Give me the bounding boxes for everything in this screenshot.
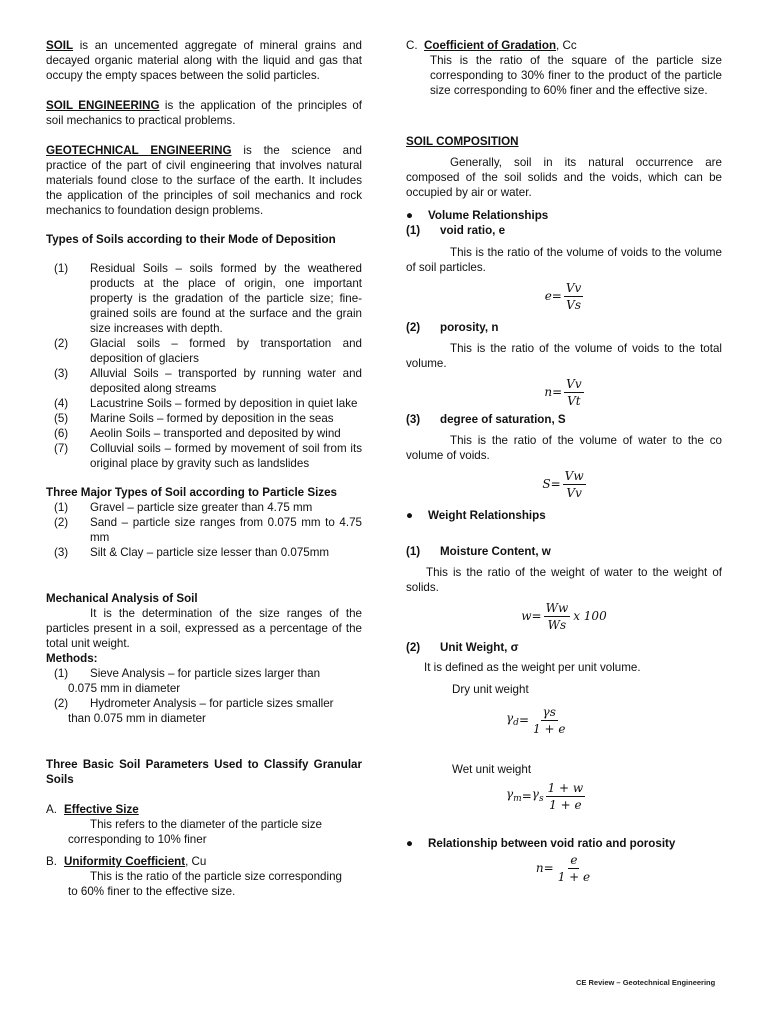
soil-composition-text: Generally, soil in its natural occurrence are composed of the soil solids and the voids, which can be occupied by air or water. [406, 156, 722, 199]
void-ratio-porosity-heading: ● Relationship between void ratio and porosity [406, 837, 676, 850]
moisture-content-heading: (1) Moisture Content, w [406, 545, 551, 558]
geotechnical-engineering-definition: GEOTECHNICAL ENGINEERING is the science and practice of the part of civil engineering that involves natural materials found close to the surface of the earth. It includes the application of the principles of soil mechanics and rock mechanics to foundation design problems. [46, 144, 362, 217]
weight-relationships-heading: ● Weight Relationships [406, 509, 546, 522]
major-types-heading: Three Major Types of Soil according to Particle Sizes [46, 486, 337, 499]
unit-weight-text: It is defined as the weight per unit volume. [424, 661, 641, 674]
void-ratio-heading: (1) void ratio, e [406, 224, 506, 237]
list-item: (1) Gravel – particle size greater than 4.75 mm [54, 501, 313, 514]
coefficient-of-gradation-text: This is the ratio of the square of the particle size corresponding to 30% finer to the product of the particle size corresponding to 60% finer and the effective size. [430, 54, 722, 97]
list-item: (2) Sand – particle size ranges from 0.075 mm to 4.75 mm [54, 516, 362, 544]
page-footer: CE Review – Geotechnical Engineering [576, 978, 716, 987]
list-item: (6) Aeolin Soils – transported and deposited by wind [54, 427, 341, 440]
bullet-icon: ● [406, 837, 414, 850]
major-types-list [46, 500, 362, 560]
soil-composition-heading: SOIL COMPOSITION [406, 135, 519, 148]
effective-size-section: A. Effective Size This refers to the diameter of the particle size corresponding to 10% finer [46, 803, 322, 846]
porosity-formula: n = $\frac{Vv}{Vt}$ [544, 377, 582, 408]
wet-unit-weight-formula: $\gamma_m$ = $\gamma_s$ $\frac{1 + w}{1 + e}$ [506, 781, 584, 812]
methods-label: Methods: [46, 652, 98, 665]
list-item: (1) Residual Soils – soils formed by the weathered products at the place of origin, one important property is the gradation of the particle size; fine-grained soils are found at the surface and the grain size increases with depth. [54, 262, 362, 335]
saturation-formula: S = $\frac{Vw}{Vv}$ [542, 469, 584, 500]
uniformity-coefficient-section: B. Uniformity Coefficient, Cu This is the ratio of the particle size corresponding to 60% finer to the effective size. [46, 855, 342, 898]
void-ratio-text: This is the ratio of the volume of voids to the volume of soil particles. [406, 246, 722, 274]
bullet-icon: ● [406, 209, 414, 222]
moisture-content-formula: w = $\frac{Ww}{Ws}$ x 100 [521, 601, 607, 632]
soil-engineering-definition: SOIL ENGINEERING is the application of the principles of soil mechanics to practical problems. [46, 99, 362, 127]
left-column [46, 38, 362, 899]
degree-of-saturation-heading: (3) degree of saturation, S [406, 413, 566, 426]
types-heading: Types of Soils according to their Mode of Deposition [46, 233, 336, 246]
porosity-heading: (2) porosity, n [406, 321, 499, 334]
list-item: (2) Hydrometer Analysis – for particle sizes smaller than 0.075 mm in diameter [54, 697, 334, 725]
porosity-text: This is the ratio of the volume of voids to the total volume. [406, 342, 722, 370]
right-column [406, 38, 722, 884]
wet-unit-weight-label: Wet unit weight [452, 763, 532, 776]
unit-weight-heading: (2) Unit Weight, σ [406, 641, 519, 654]
mechanical-analysis-heading: Mechanical Analysis of Soil [46, 592, 198, 605]
types-list [46, 261, 362, 471]
mechanical-analysis-text: It is the determination of the size ranges of the particles present in a soil, expressed as a percentage of the total unit weight. [46, 607, 362, 650]
list-item: (5) Marine Soils – formed by deposition in the seas [54, 412, 334, 425]
volume-relationships-heading: ● Volume Relationships [406, 209, 549, 222]
list-item: (3) Alluvial Soils – transported by running water and deposited along streams [54, 367, 362, 395]
soil-definition: SOIL is an uncemented aggregate of mineral grains and decayed organic material along with the liquid and gas that occupy the empty spaces between the solid particles. [46, 39, 362, 82]
moisture-content-text: This is the ratio of the weight of water to the weight of solids. [406, 566, 722, 594]
list-item: (3) Silt & Clay – particle size lesser than 0.075mm [54, 546, 330, 559]
void-ratio-porosity-formula: n = $\frac{e}{1 + e}$ [535, 853, 591, 884]
void-ratio-formula: e = $\frac{Vv}{Vs}$ [544, 281, 582, 312]
basic-parameters-heading: Three Basic Soil Parameters Used to Classify Granular Soils [46, 758, 362, 786]
dry-unit-weight-label: Dry unit weight [452, 683, 529, 696]
methods-list [46, 666, 362, 726]
list-item: (7) Colluvial soils – formed by movement of soil from its original place by gravity such as landslides [54, 442, 362, 470]
dry-unit-weight-formula: $\gamma_d$ = $\frac{\gamma s}{1 + e}$ [506, 705, 566, 736]
coefficient-of-gradation-heading: C. Coefficient of Gradation, Cc [406, 39, 577, 52]
degree-of-saturation-text: This is the ratio of the volume of water to the co volume of voids. [406, 434, 722, 462]
list-item: (4) Lacustrine Soils – formed by deposition in quiet lake [54, 397, 358, 410]
bullet-icon: ● [406, 509, 414, 522]
list-item: (2) Glacial soils – formed by transportation and deposition of glaciers [54, 337, 362, 365]
list-item: (1) Sieve Analysis – for particle sizes larger than 0.075 mm in diameter [54, 667, 321, 695]
